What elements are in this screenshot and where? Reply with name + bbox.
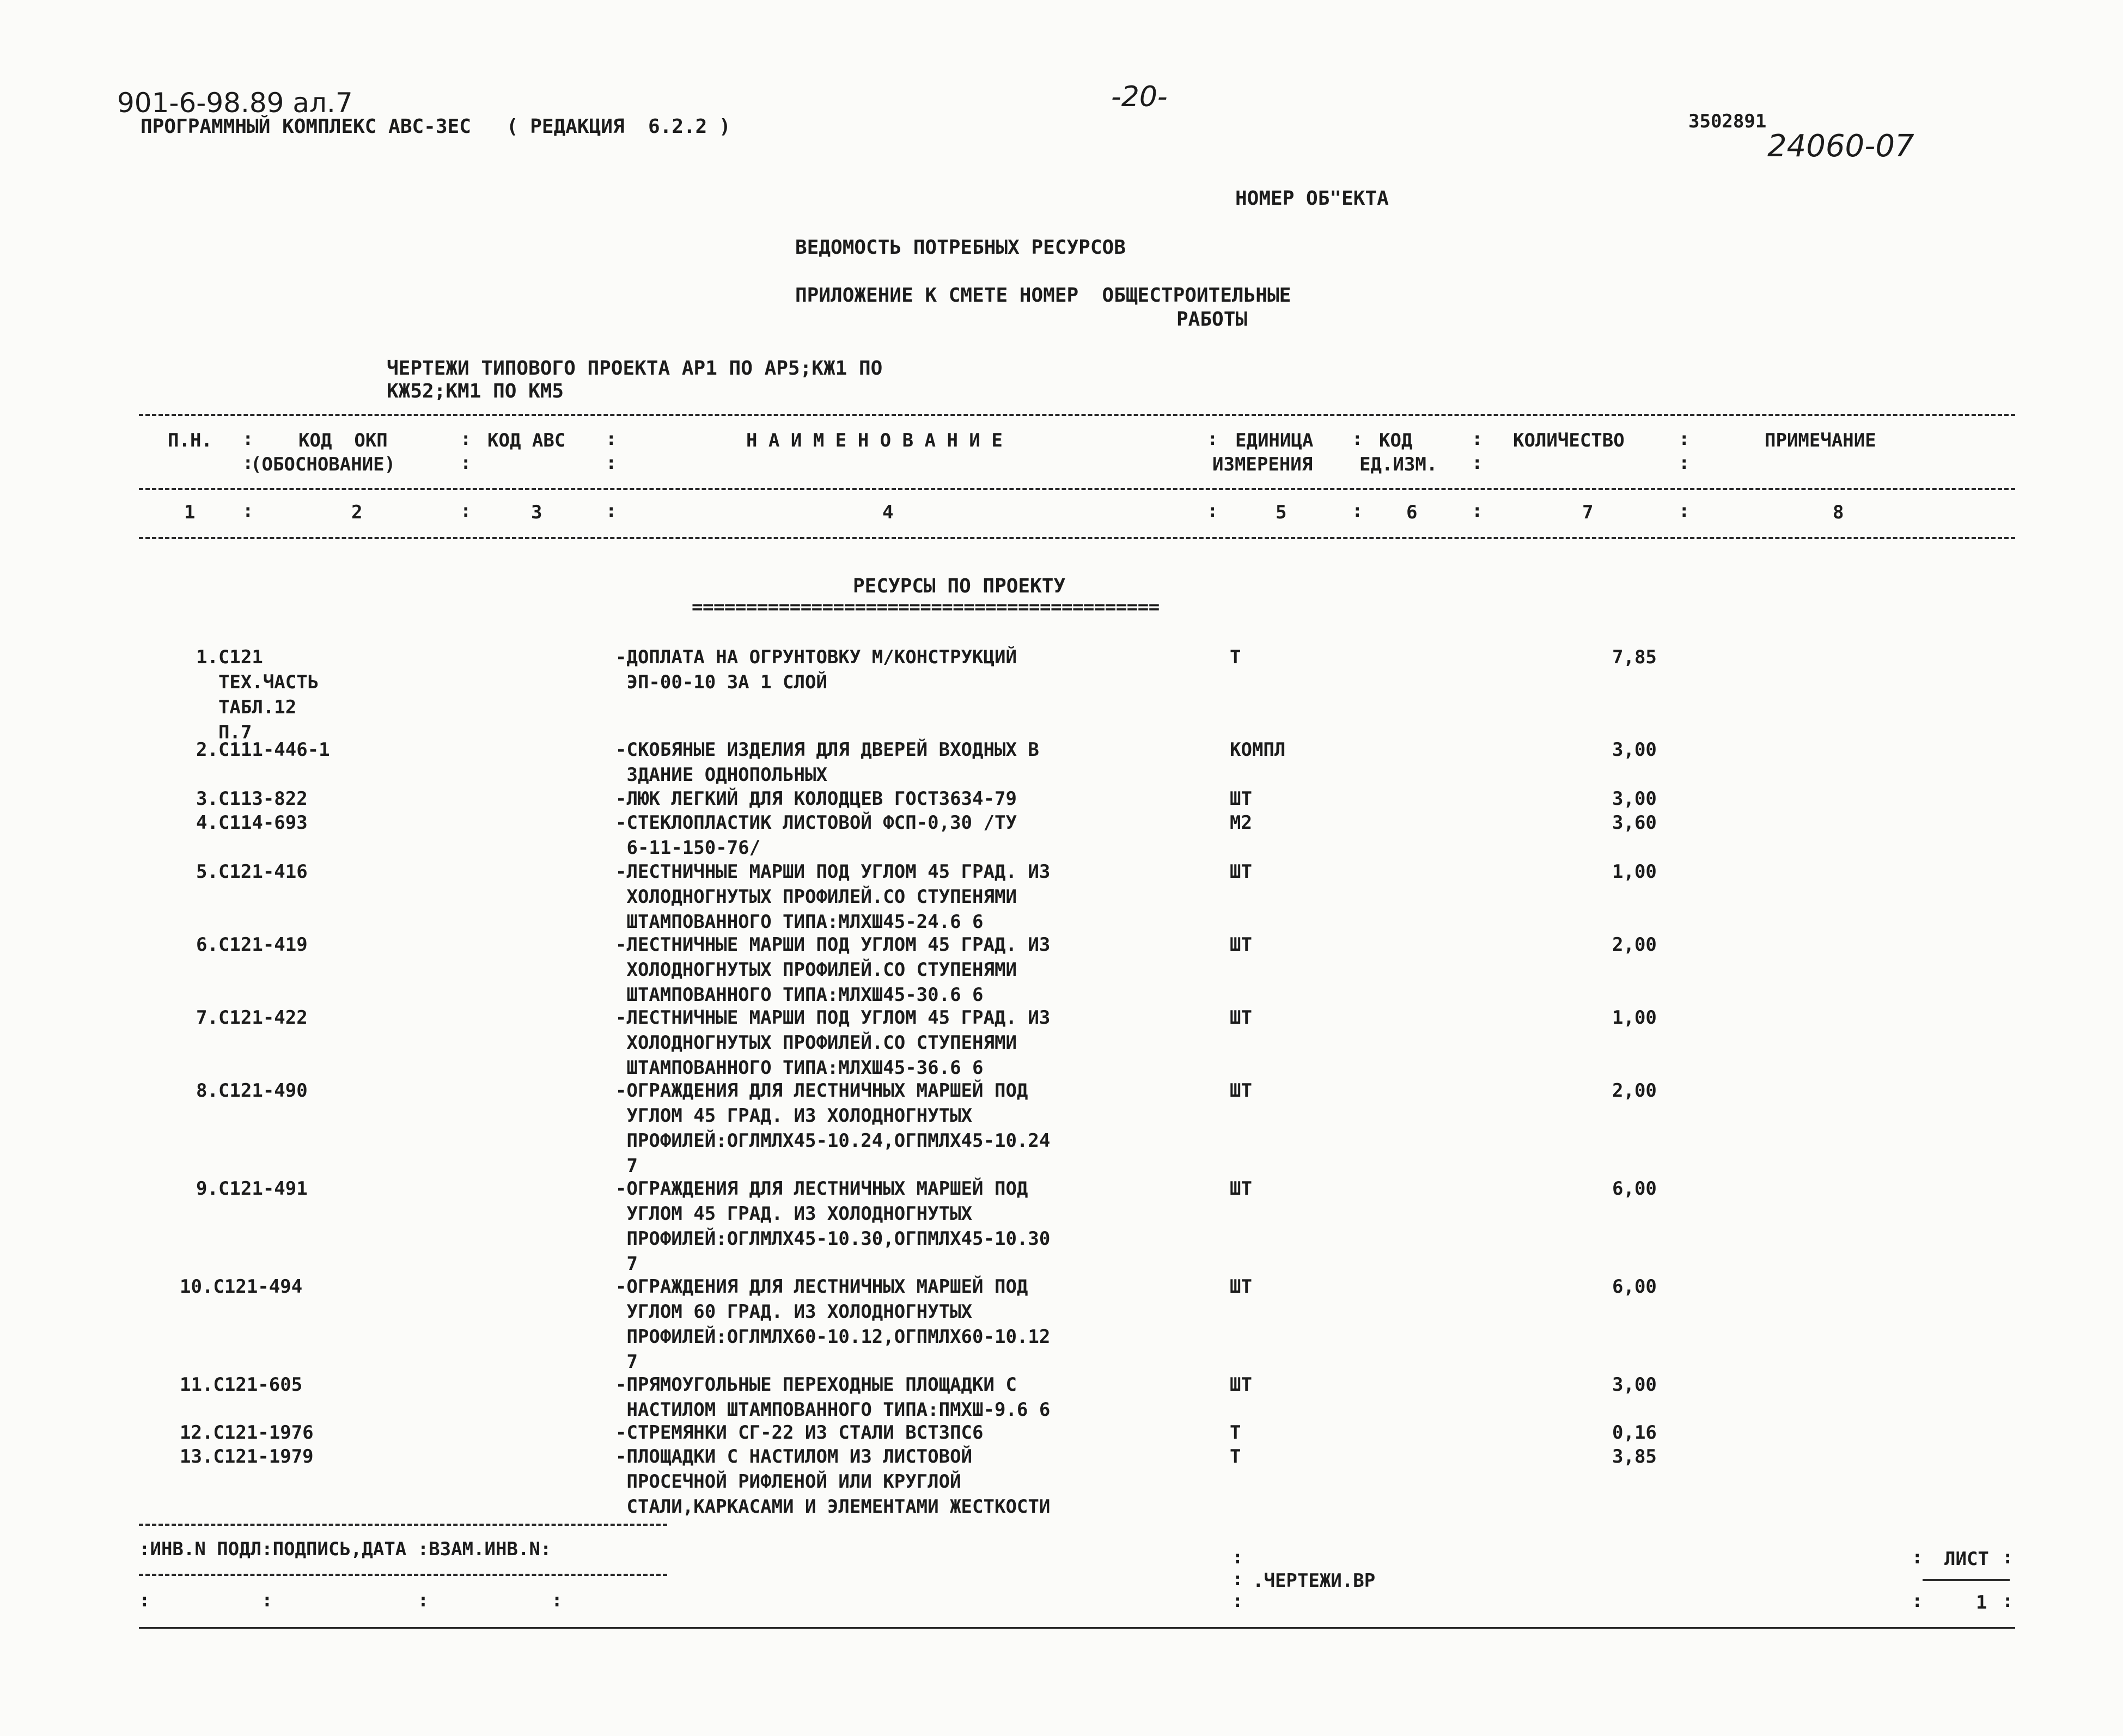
appendix-line-1: ПРИЛОЖЕНИЕ К СМЕТЕ НОМЕР ОБЩЕСТРОИТЕЛЬНЫЕ <box>795 284 1291 307</box>
row-code: 1.С121 ТЕХ.ЧАСТЬ ТАБЛ.12 П.7 <box>196 646 319 743</box>
row-quantity: 1,00 <box>1612 861 1657 883</box>
row-quantity: 3,00 <box>1612 1374 1657 1396</box>
stamp-number: 3502891 <box>1688 111 1767 132</box>
drawings-line-1: ЧЕРТЕЖИ ТИПОВОГО ПРОЕКТА АР1 ПО АР5;КЖ1 ПО <box>387 357 883 380</box>
footer-top-rule <box>139 1524 667 1526</box>
col-number-6: 6 <box>1406 502 1418 523</box>
col-number-4: 4 <box>882 502 894 523</box>
col-number-8: 8 <box>1833 502 1844 523</box>
row-unit: Т <box>1230 646 1241 668</box>
row-unit: ШТ <box>1230 1178 1252 1200</box>
row-unit: КОМПЛ <box>1230 739 1286 761</box>
row-code: 4.С114-693 <box>196 812 308 834</box>
row-quantity: 3,60 <box>1612 812 1657 834</box>
program-line: ПРОГРАММНЫЙ КОМПЛЕКС АВС-3ЕС ( РЕДАКЦИЯ 6.2.2 ) <box>141 115 731 138</box>
col-header-pn: П.Н. <box>168 430 212 451</box>
sheet-divider <box>1923 1579 2010 1581</box>
signature-header: :ИНВ.N ПОДЛ:ПОДПИСЬ,ДАТА :ВЗАМ.ИНВ.N: <box>139 1538 552 1560</box>
row-code: 9.С121-491 <box>196 1178 308 1200</box>
col-number-7: 7 <box>1582 502 1594 523</box>
col-number-3: 3 <box>531 502 542 523</box>
handwritten-number: 24060-07 <box>1767 129 1914 164</box>
col-header-abc: КОД АВС <box>487 430 566 451</box>
col-number-1: 1 <box>184 502 196 523</box>
row-code: 5.С121-416 <box>196 861 308 883</box>
row-unit: ШТ <box>1230 1080 1252 1102</box>
row-name: -ОГРАЖДЕНИЯ ДЛЯ ЛЕСТНИЧНЫХ МАРШЕЙ ПОД УГЛОМ 45 ГРАД. ИЗ ХОЛОДНОГНУТЫХ ПРОФИЛЕЙ:ОГЛМЛХ45-10.24,ОГПМЛХ45-10.24 7 <box>615 1080 1051 1177</box>
drawings-reference: .ЧЕРТЕЖИ.ВР <box>1253 1570 1376 1592</box>
row-code: 11.С121-605 <box>180 1374 303 1396</box>
row-quantity: 1,00 <box>1612 1007 1657 1029</box>
row-name: -ЛЮК ЛЕГКИЙ ДЛЯ КОЛОДЦЕВ ГОСТ3634-79 <box>615 788 1017 810</box>
row-name: -СТРЕМЯНКИ СГ-22 ИЗ СТАЛИ ВСТ3ПС6 <box>615 1422 984 1444</box>
signature-fields: : : : : <box>139 1590 563 1611</box>
row-unit: М2 <box>1230 812 1252 834</box>
row-name: -ПЛОЩАДКИ С НАСТИЛОМ ИЗ ЛИСТОВОЙ ПРОСЕЧНОЙ РИФЛЕНОЙ ИЛИ КРУГЛОЙ СТАЛИ,КАРКАСАМИ И ЭЛЕМЕНТАМИ ЖЕСТКОСТИ <box>615 1446 1051 1518</box>
row-name: -ПРЯМОУГОЛЬНЫЕ ПЕРЕХОДНЫЕ ПЛОЩАДКИ С НАСТИЛОМ ШТАМПОВАННОГО ТИПА:ПМХШ-9.6 6 <box>615 1374 1051 1421</box>
col-header-unit-code: КОД <box>1379 430 1413 451</box>
signature-rule <box>139 1574 667 1576</box>
row-code: 2.С111-446-1 <box>196 739 330 761</box>
row-unit: Т <box>1230 1446 1241 1468</box>
table-top-rule <box>139 414 2015 416</box>
row-quantity: 3,00 <box>1612 739 1657 761</box>
row-name: -ДОПЛАТА НА ОГРУНТОВКУ М/КОНСТРУКЦИЙ ЭП-00-10 ЗА 1 СЛОЙ <box>615 646 1017 693</box>
col-number-2: 2 <box>351 502 363 523</box>
header-rule <box>139 488 2015 490</box>
page-number: -20- <box>1111 81 1168 113</box>
row-name: -СКОБЯНЫЕ ИЗДЕЛИЯ ДЛЯ ДВЕРЕЙ ВХОДНЫХ В ЗДАНИЕ ОДНОПОЛЬНЫХ <box>615 739 1039 786</box>
row-quantity: 6,00 <box>1612 1178 1657 1200</box>
row-code: 12.С121-1976 <box>180 1422 314 1444</box>
sheet-number: 1 <box>1976 1592 1987 1613</box>
col-header-unit-2: ИЗМЕРЕНИЯ <box>1212 454 1313 475</box>
row-code: 10.С121-494 <box>180 1276 303 1298</box>
row-name: -ЛЕСТНИЧНЫЕ МАРШИ ПОД УГЛОМ 45 ГРАД. ИЗ ХОЛОДНОГНУТЫХ ПРОФИЛЕЙ.СО СТУПЕНЯМИ ШТАМПОВАННОГО ТИПА:МЛХШ45-30.6 6 <box>615 934 1051 1006</box>
row-name: -ЛЕСТНИЧНЫЕ МАРШИ ПОД УГЛОМ 45 ГРАД. ИЗ ХОЛОДНОГНУТЫХ ПРОФИЛЕЙ.СО СТУПЕНЯМИ ШТАМПОВАННОГО ТИПА:МЛХШ45-36.6 6 <box>615 1007 1051 1079</box>
object-number-label: НОМЕР ОБ"ЕКТА <box>1235 187 1389 210</box>
document-code: 901-6-98.89 ал.7 <box>117 87 353 119</box>
row-code: 7.С121-422 <box>196 1007 308 1029</box>
row-quantity: 2,00 <box>1612 934 1657 956</box>
row-unit: ШТ <box>1230 1007 1252 1029</box>
row-quantity: 3,85 <box>1612 1446 1657 1468</box>
drawings-line-2: КЖ52;КМ1 ПО КМ5 <box>387 380 564 402</box>
col-header-quantity: КОЛИЧЕСТВО <box>1513 430 1625 451</box>
row-name: -ЛЕСТНИЧНЫЕ МАРШИ ПОД УГЛОМ 45 ГРАД. ИЗ ХОЛОДНОГНУТЫХ ПРОФИЛЕЙ.СО СТУПЕНЯМИ ШТАМПОВАННОГО ТИПА:МЛХШ45-24.6 6 <box>615 861 1051 933</box>
row-name: -ОГРАЖДЕНИЯ ДЛЯ ЛЕСТНИЧНЫХ МАРШЕЙ ПОД УГЛОМ 45 ГРАД. ИЗ ХОЛОДНОГНУТЫХ ПРОФИЛЕЙ:ОГЛМЛХ45-10.30,ОГПМЛХ45-10.30 7 <box>615 1178 1051 1275</box>
col-number-5: 5 <box>1276 502 1287 523</box>
col-header-unit-code-2: ЕД.ИЗМ. <box>1359 454 1438 475</box>
row-code: 13.С121-1979 <box>180 1446 314 1468</box>
row-code: 8.С121-490 <box>196 1080 308 1102</box>
section-title: РЕСУРСЫ ПО ПРОЕКТУ <box>853 575 1066 597</box>
row-quantity: 2,00 <box>1612 1080 1657 1102</box>
appendix-line-2: РАБОТЫ <box>1176 308 1248 331</box>
row-code: 6.С121-419 <box>196 934 308 956</box>
section-underline: =========================================== <box>692 596 1160 618</box>
col-header-name: Н А И М Е Н О В А Н И Е <box>746 430 1003 451</box>
row-unit: ШТ <box>1230 788 1252 810</box>
footer-bottom-rule <box>139 1627 2015 1629</box>
col-header-okp-basis: (ОБОСНОВАНИЕ) <box>251 454 396 475</box>
sheet-label: ЛИСТ <box>1944 1548 1989 1570</box>
document-title: ВЕДОМОСТЬ ПОТРЕБНЫХ РЕСУРСОВ <box>795 236 1126 259</box>
row-quantity: 3,00 <box>1612 788 1657 810</box>
row-unit: ШТ <box>1230 1374 1252 1396</box>
row-unit: Т <box>1230 1422 1241 1444</box>
row-unit: ШТ <box>1230 934 1252 956</box>
row-code: 3.С113-822 <box>196 788 308 810</box>
row-name: -ОГРАЖДЕНИЯ ДЛЯ ЛЕСТНИЧНЫХ МАРШЕЙ ПОД УГЛОМ 60 ГРАД. ИЗ ХОЛОДНОГНУТЫХ ПРОФИЛЕЙ:ОГЛМЛХ60-10.12,ОГПМЛХ60-10.12 7 <box>615 1276 1051 1373</box>
row-quantity: 6,00 <box>1612 1276 1657 1298</box>
row-unit: ШТ <box>1230 1276 1252 1298</box>
col-header-unit: ЕДИНИЦА <box>1235 430 1314 451</box>
row-quantity: 7,85 <box>1612 646 1657 668</box>
col-header-okp: КОД ОКП <box>298 430 388 451</box>
row-quantity: 0,16 <box>1612 1422 1657 1444</box>
row-unit: ШТ <box>1230 861 1252 883</box>
row-name: -СТЕКЛОПЛАСТИК ЛИСТОВОЙ ФСП-0,30 /ТУ 6-11-150-76/ <box>615 812 1017 859</box>
numbers-rule <box>139 537 2015 539</box>
col-header-note: ПРИМЕЧАНИЕ <box>1765 430 1876 451</box>
